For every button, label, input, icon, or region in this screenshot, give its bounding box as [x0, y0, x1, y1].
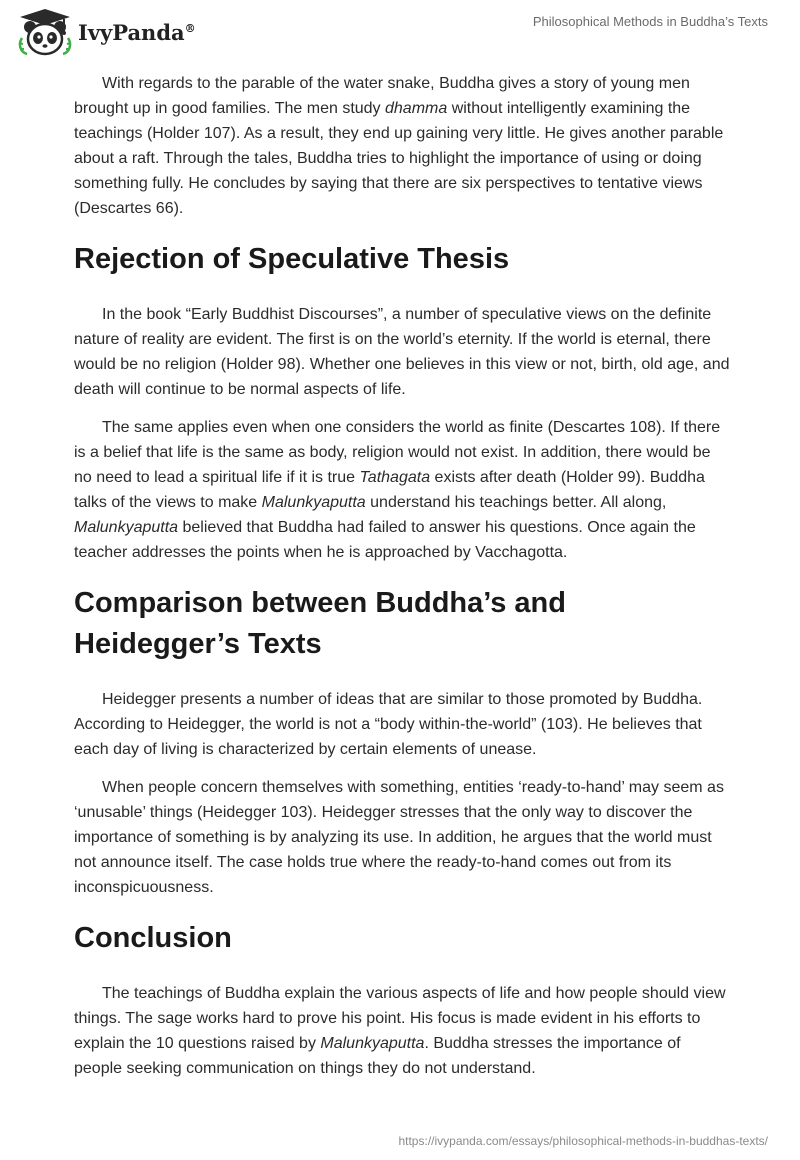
heading-comparison: Comparison between Buddha’s and Heidegger’s Texts: [74, 587, 566, 660]
paragraph-finite-world: The same applies even when one considers the world as finite (Descartes 108). If there is a belief that life is the same as body, religion would not exist. In addition, there would be no need to lead a spiritual life if it is true Tathagata exists after death (Holder 99). Buddha talks of the views to make Malunkyaputta understand his teachings better. All along, Malunkyaputta believed that Buddha had failed to answer his questions. Once again the teacher addresses the points when he is approached by Vacchagotta.: [74, 419, 721, 561]
paragraph-conclusion: The teachings of Buddha explain the various aspects of life and how people should view things. The sage works hard to prove his point. His focus is made evident in his efforts to explain the 10 questions raised by Malunkyaputta. Buddha stresses the importance of people seeking communication on things they do not understand.: [74, 985, 726, 1077]
paragraph-ready-to-hand: When people concern themselves with something, entities ‘ready-to-hand’ may seem as ‘unusable’ things (Heidegger 103). Heidegger stresses that the only way to discover the importance of something is by analyzing its use. In addition, he argues that the world must not announce itself. The case holds true where the ready-to-hand comes out from its inconspicuousness.: [74, 779, 724, 896]
paragraph-water-snake: With regards to the parable of the water snake, Buddha gives a story of young men brought up in good families. The men study dhamma without intelligently examining the teachings (Holder 107). As a result, they end up gaining very little. He gives another parable about a raft. Through the tales, Buddha tries to highlight the importance of using or doing something fully. He concludes by saying that there are six perspectives to tentative views (Descartes 66).: [74, 75, 724, 217]
essay-body: [74, 71, 730, 1094]
page-header: [0, 0, 800, 70]
paragraph-speculative-views: In the book “Early Buddhist Discourses”, a number of speculative views on the definite nature of reality are evident. The first is on the world’s eternity. If the world is eternal, there would be no religion (Holder 98). Whether one believes in this view or not, birth, old age, and death will continue to be normal aspects of life.: [74, 306, 730, 398]
ivypanda-logo[interactable]: [14, 8, 214, 58]
panda-graduation-icon: [14, 8, 76, 58]
document-title: Philosophical Methods in Buddha’s Texts: [532, 14, 768, 29]
paragraph-heidegger-ideas: Heidegger presents a number of ideas that are similar to those promoted by Buddha. According to Heidegger, the world is not a “body within-the-world” (103). He believes that each day of living is characterized by certain elements of unease.: [74, 691, 703, 758]
brand-name: IvyPanda®: [78, 20, 196, 45]
source-url-link[interactable]: https://ivypanda.com/essays/philosophical-methods-in-buddhas-texts/: [398, 1134, 768, 1148]
heading-rejection: Rejection of Speculative Thesis: [74, 243, 510, 275]
heading-conclusion: Conclusion: [74, 922, 232, 954]
